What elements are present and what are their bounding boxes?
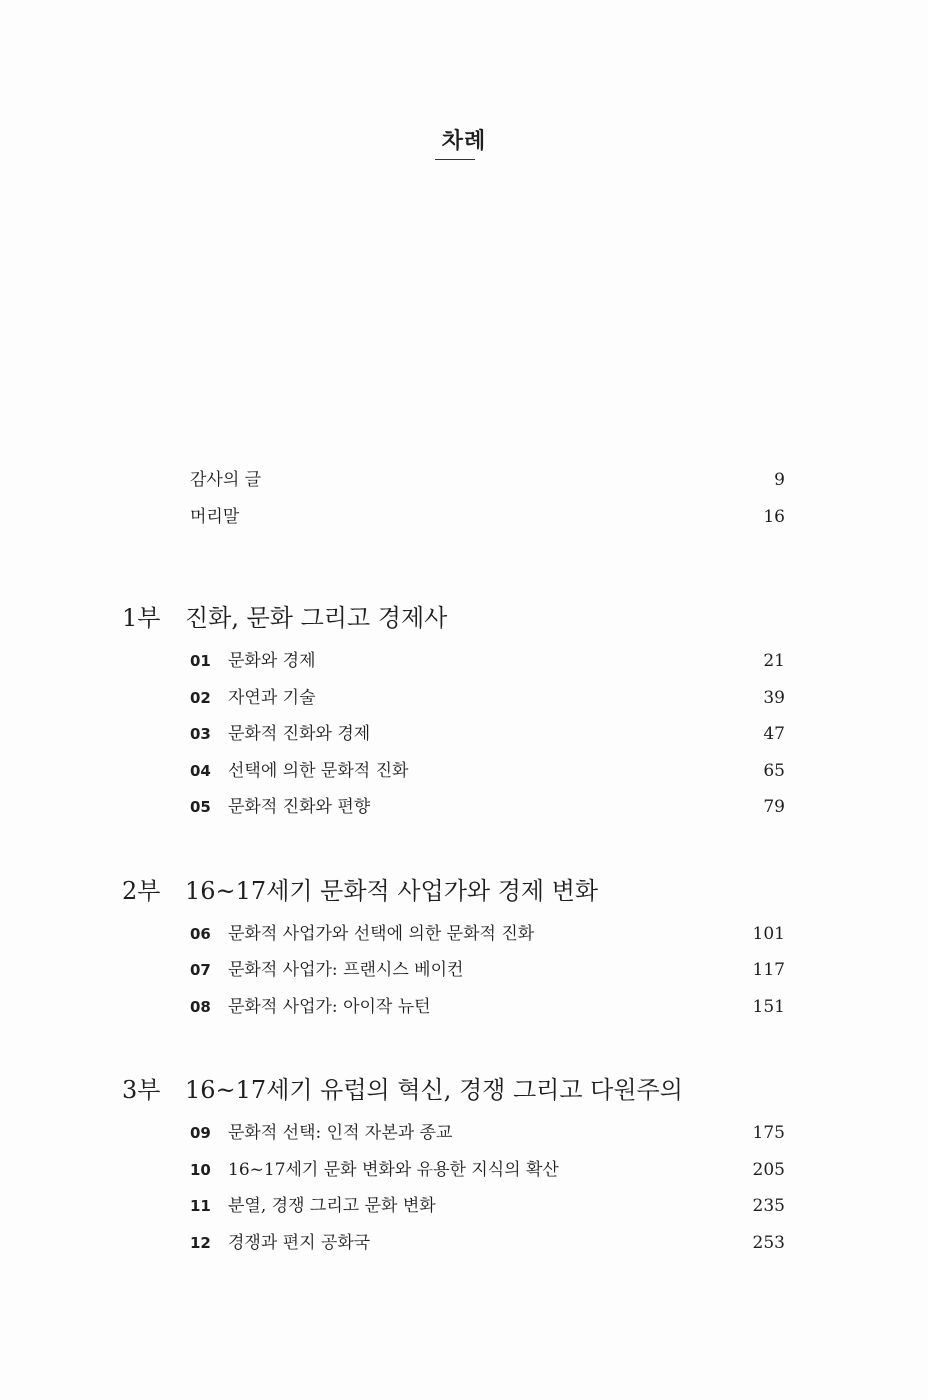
chapter-page: 235 (752, 1196, 785, 1216)
chapter-page: 39 (763, 687, 785, 708)
toc-entry-chapter[interactable] (0, 680, 928, 717)
entry-title: 머리말 (190, 506, 240, 527)
entry-page: 16 (763, 506, 785, 527)
toc-entry-chapter[interactable] (0, 716, 928, 753)
spacer (0, 1025, 928, 1070)
chapter-title: 문화와 경제 (228, 651, 316, 671)
chapter-number: 01 (190, 652, 211, 670)
title-underline (435, 159, 475, 160)
chapter-title: 문화적 사업가: 아이작 뉴턴 (228, 996, 431, 1017)
chapter-number: 02 (190, 688, 211, 707)
toc-entry-chapter[interactable] (0, 952, 928, 989)
chapter-number: 05 (190, 798, 211, 816)
toc-entry-chapter[interactable] (0, 916, 928, 953)
chapter-title: 16~17세기 문화 변화와 유용한 지식의 확산 (228, 1159, 559, 1180)
toc-entry-chapter[interactable] (0, 989, 928, 1026)
chapter-title: 문화적 사업가: 프랜시스 베이컨 (228, 960, 464, 980)
chapter-page: 175 (752, 1123, 785, 1143)
chapter-title: 경쟁과 편지 공화국 (228, 1232, 371, 1253)
chapter-title: 분열, 경쟁 그리고 문화 변화 (228, 1196, 436, 1216)
entry-title: 감사의 글 (190, 470, 262, 490)
part-label: 3부 (122, 1076, 161, 1104)
toc-entry-chapter[interactable] (0, 753, 928, 790)
part-label: 1부 (122, 604, 161, 632)
chapter-page: 79 (763, 797, 785, 817)
chapter-number: 09 (190, 1124, 211, 1142)
part-heading[interactable] (0, 1070, 928, 1110)
chapter-page: 205 (752, 1159, 785, 1180)
chapter-number: 12 (190, 1233, 211, 1252)
toc-entry-chapter[interactable] (0, 1152, 928, 1189)
chapter-number: 04 (190, 761, 211, 780)
chapter-page: 117 (752, 960, 785, 980)
part-title: 16~17세기 문화적 사업가와 경제 변화 (185, 876, 599, 905)
toc-entry-front[interactable] (0, 499, 928, 536)
chapter-page: 101 (752, 923, 785, 944)
toc-entry-chapter[interactable] (0, 1115, 928, 1152)
table-of-contents (0, 462, 928, 1261)
chapter-title: 문화적 진화와 편향 (228, 797, 371, 817)
chapter-title: 자연과 기술 (228, 687, 316, 708)
entry-page: 9 (774, 470, 785, 490)
chapter-number: 03 (190, 725, 211, 743)
toc-entry-chapter[interactable] (0, 1188, 928, 1225)
chapter-number: 08 (190, 997, 211, 1016)
chapter-title: 문화적 진화와 경제 (228, 724, 371, 744)
chapter-page: 151 (752, 996, 785, 1017)
chapter-title: 선택에 의한 문화적 진화 (228, 760, 409, 781)
chapter-number: 07 (190, 961, 211, 979)
page-title: 차례 (441, 129, 487, 154)
part-label: 2부 (122, 876, 161, 905)
chapter-page: 65 (763, 760, 785, 781)
part-title: 진화, 문화 그리고 경제사 (185, 604, 448, 632)
chapter-number: 06 (190, 924, 211, 943)
chapter-number: 10 (190, 1160, 211, 1179)
part-title: 16~17세기 유럽의 혁신, 경쟁 그리고 다원주의 (185, 1076, 683, 1104)
chapter-page: 253 (752, 1232, 785, 1253)
spacer (0, 535, 928, 598)
part-heading[interactable] (0, 598, 928, 638)
chapter-title: 문화적 사업가와 선택에 의한 문화적 진화 (228, 923, 535, 944)
chapter-title: 문화적 선택: 인적 자본과 종교 (228, 1123, 453, 1143)
toc-entry-front[interactable] (0, 462, 928, 499)
toc-entry-chapter[interactable] (0, 789, 928, 826)
toc-entry-chapter[interactable] (0, 1225, 928, 1262)
spacer (0, 826, 928, 871)
chapter-page: 21 (763, 651, 785, 671)
chapter-page: 47 (763, 724, 785, 744)
chapter-number: 11 (190, 1197, 211, 1215)
part-heading[interactable] (0, 871, 928, 911)
toc-entry-chapter[interactable] (0, 643, 928, 680)
